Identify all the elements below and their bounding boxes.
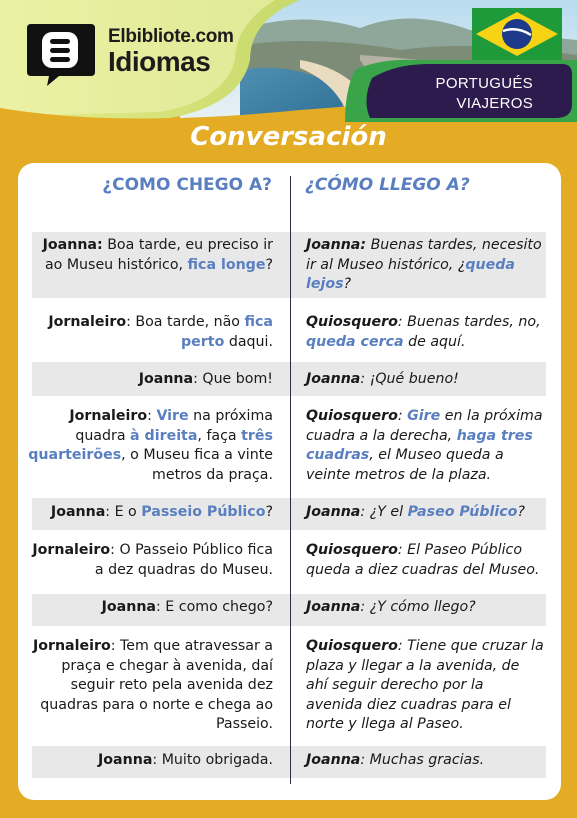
- speaker-name: Quiosquero: [306, 542, 398, 558]
- dialogue-text: ?: [265, 256, 273, 273]
- dialogue-text: de aquí.: [403, 333, 466, 350]
- dialogue-text: : E o: [105, 504, 142, 520]
- dialogue-text: ?: [343, 276, 352, 292]
- portuguese-line: [28, 236, 273, 275]
- speaker-name: Jornaleiro: [69, 408, 148, 424]
- speaker-name: Jornaleiro: [48, 314, 127, 330]
- dialogue-text: Buenas tardes, necesito ir al Museo histórico, ¿: [306, 237, 542, 273]
- highlighted-phrase: Passeio Público: [141, 504, 266, 520]
- highlighted-phrase: fica perto: [181, 314, 273, 350]
- highlighted-phrase: Paseo Público: [407, 504, 518, 520]
- portuguese-line: [28, 751, 273, 771]
- portuguese-line: [28, 370, 273, 390]
- dialogue-text: en la próxima cuadra a la derecha,: [306, 408, 543, 444]
- highlighted-phrase: três quarteirões: [28, 427, 273, 463]
- highlighted-phrase: Vire: [156, 408, 189, 424]
- speaker-name: Jornaleiro: [32, 542, 111, 558]
- speaker-name: Jornaleiro: [32, 638, 111, 654]
- portuguese-line: [28, 407, 273, 485]
- dialogue-text: : ¿Y cómo llego?: [360, 599, 476, 615]
- spanish-line: [306, 313, 544, 352]
- spanish-line: [306, 751, 544, 771]
- speaker-name: Joanna: [306, 599, 361, 615]
- highlighted-phrase: Gire: [407, 408, 441, 424]
- dialogue-text: , o Museu fica a vinte metros da praça.: [121, 447, 273, 483]
- speaker-name: Joanna: [98, 752, 153, 768]
- speech-bubble-logo-icon: [25, 20, 97, 86]
- dialogue-text: : E como chego?: [156, 599, 273, 615]
- dialogue-text: : ¿Y el: [360, 504, 408, 520]
- portuguese-line: [28, 598, 273, 618]
- column-divider: [290, 176, 291, 784]
- speaker-name: Joanna: [306, 752, 361, 768]
- dialogue-text: : Tiene que cruzar la plaza y llegar a la avenida, de ahí seguir derecho por la avenida diez cuadras para el norte y llega al Paseo.: [306, 638, 544, 732]
- speaker-name: Quiosquero: [306, 638, 398, 654]
- dialogue-text: : Muchas gracias.: [360, 752, 485, 768]
- speaker-name: Joanna: [50, 504, 106, 520]
- speaker-name: Joanna: [101, 599, 156, 615]
- spanish-line: [306, 598, 544, 618]
- speaker-name: Joanna: [138, 371, 194, 387]
- highlighted-phrase: à direita: [130, 427, 198, 444]
- page-title: Conversación: [190, 122, 387, 152]
- spanish-line: [306, 407, 544, 485]
- portuguese-line: [28, 503, 273, 523]
- dialogue-text: daqui.: [224, 333, 273, 350]
- speaker-name: Quiosquero: [306, 408, 398, 424]
- brand-subtitle: Idiomas: [108, 46, 211, 77]
- dialogue-text: na próxima quadra: [75, 408, 273, 444]
- spanish-line: [306, 236, 544, 295]
- brand-name: Elbibliote.com: [108, 26, 234, 47]
- spanish-line: [306, 541, 544, 580]
- portuguese-line: [28, 313, 273, 352]
- dialogue-text: : Muito obrigada.: [152, 752, 273, 768]
- badge-category: VIAJEROS: [456, 95, 533, 112]
- dialogue-text: : El Paseo Público queda a diez cuadras del Museo.: [306, 542, 540, 578]
- dialogue-text: : Que bom!: [193, 371, 273, 387]
- dialogue-text: , faça: [197, 427, 242, 444]
- portuguese-line: [28, 541, 273, 580]
- brazil-flag-icon: [472, 8, 562, 60]
- dialogue-text: Boa tarde, eu preciso ir ao Museu histórico,: [44, 237, 273, 273]
- speaker-name: Joanna:: [42, 237, 103, 253]
- spanish-line: [306, 637, 544, 735]
- column-header-spanish: ¿CÓMO LLEGO A?: [305, 175, 470, 195]
- portuguese-line: [28, 637, 273, 735]
- dialogue-text: : Buenas tardes, no,: [397, 314, 541, 330]
- dialogue-text: : Boa tarde, não: [126, 314, 245, 330]
- highlighted-phrase: haga tres cuadras: [306, 427, 533, 463]
- spanish-line: [306, 370, 544, 390]
- badge-language: PORTUGUÉS: [435, 75, 533, 92]
- dialogue-text: : ¡Qué bueno!: [360, 371, 459, 387]
- speaker-name: Joanna:: [306, 237, 367, 253]
- brand: [108, 26, 234, 76]
- speaker-name: Joanna: [306, 371, 361, 387]
- dialogue-text: : O Passeio Público fica a dez quadras do Museu.: [94, 542, 273, 578]
- dialogue-text: ?: [517, 504, 525, 520]
- highlighted-phrase: queda lejos: [306, 256, 515, 292]
- highlighted-phrase: queda cerca: [306, 333, 404, 350]
- column-header-portuguese: ¿COMO CHEGO A?: [102, 175, 272, 195]
- dialogue-text: :: [147, 408, 157, 424]
- dialogue-text: ?: [265, 504, 273, 520]
- dialogue-text: : Tem que atravessar a praça e chegar à avenida, daí seguir reto pela avenida dez quadras para o norte e chega ao Passeio.: [40, 638, 273, 732]
- speaker-name: Quiosquero: [306, 314, 398, 330]
- spanish-line: [306, 503, 544, 523]
- speaker-name: Joanna: [306, 504, 361, 520]
- dialogue-text: :: [397, 408, 408, 424]
- dialogue-text: , el Museo queda a veinte metros de la plaza.: [306, 447, 504, 483]
- highlighted-phrase: fica longe: [187, 256, 266, 273]
- header: [0, 0, 577, 122]
